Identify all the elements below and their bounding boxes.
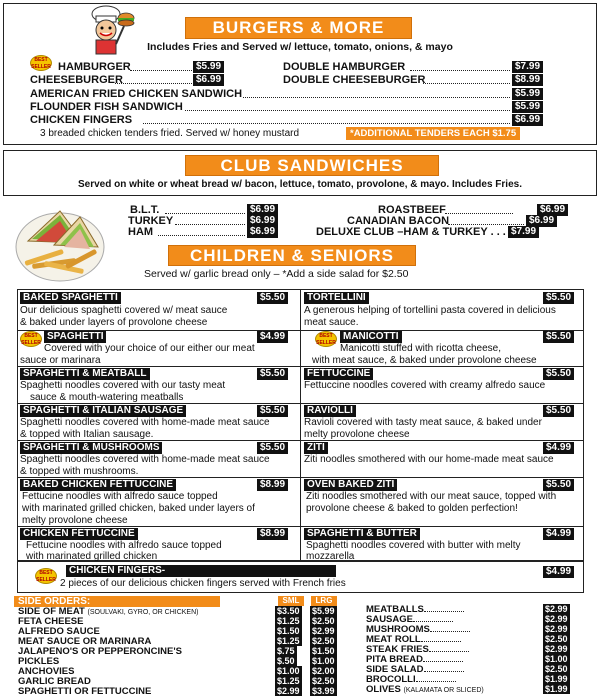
dish-desc: Manicotti stuffed with ricotta cheese, (340, 343, 502, 354)
menu-item-name: ROASTBEEF (378, 204, 446, 216)
row-divider (17, 477, 300, 478)
leader-dots (421, 641, 461, 642)
dish-desc: melty provolone cheese (22, 515, 128, 526)
side-item-name: SIDE OF MEAT (SOULVAKI, GYRO, OR CHICKEN) (18, 606, 199, 617)
dish-price: $4.99 (257, 331, 288, 343)
leader-dots (424, 611, 464, 612)
leader-dots (423, 76, 510, 84)
row-divider (17, 526, 300, 527)
side-item-name: SIDE SALAD (366, 664, 464, 675)
dish-price: $5.50 (543, 292, 574, 304)
best-seller-badge: BEST SELLER (31, 57, 51, 70)
side-orders-title: SIDE ORDERS: (14, 596, 220, 607)
leader-dots (445, 206, 513, 214)
leader-dots (243, 90, 510, 98)
dish-name: RAVIOLLI (304, 405, 356, 417)
club-subtitle: Served on white or wheat bread w/ bacon, lettuce, tomato, provolone, & mayo. Includes Fries. (78, 179, 522, 190)
side-item-name: JALAPENO'S OR PEPPERONCINE'S (18, 646, 182, 657)
dish-desc: Ziti noodles smothered with our meat sauce, topped with (306, 491, 557, 502)
leader-dots (410, 63, 510, 71)
dish-price: $5.50 (257, 442, 288, 454)
menu-item-name: B.L.T. (130, 204, 160, 216)
menu-item-price: $6.99 (537, 204, 568, 216)
menu-item-name: HAM (128, 226, 154, 238)
dish-price: $5.50 (257, 292, 288, 304)
menu-item-price: $6.99 (247, 226, 278, 238)
menu-item-name: CHICKEN FINGERS (30, 114, 133, 126)
dish-desc: Ziti noodles smothered with our home-made meat sauce (304, 454, 554, 465)
dish-name: FETTUCCINE (304, 368, 373, 380)
leader-dots (424, 671, 464, 672)
dish-desc: & topped with mushrooms. (20, 466, 139, 477)
sml-column-header: SML (278, 596, 304, 606)
dish-name: CHICKEN FINGERS- (66, 565, 336, 577)
leader-dots (158, 228, 245, 236)
menu-item-price: $6.99 (247, 215, 278, 227)
burgers-title: BURGERS & MORE (185, 17, 412, 39)
side-item-name: ALFREDO SAUCE (18, 626, 100, 637)
dish-name: OVEN BAKED ZITI (304, 479, 397, 491)
side-item-name: PITA BREAD (366, 654, 463, 665)
menu-item-price: $7.99 (512, 61, 543, 73)
dish-name: MANICOTTI (340, 331, 402, 343)
dish-desc: Fettuccine noodles covered with creamy alfredo sauce (304, 380, 546, 391)
row-divider (300, 477, 584, 478)
row-divider (17, 440, 300, 441)
side-item-price-small: $.75 (277, 646, 295, 656)
dish-name: SPAGHETTI & BUTTER (304, 528, 420, 540)
best-seller-badge: BEST SELLER (21, 333, 41, 346)
leader-dots (143, 116, 510, 124)
dish-price: $5.50 (543, 479, 574, 491)
side-item-price-large: $3.99 (312, 686, 335, 696)
side-item-price-small: $1.50 (277, 626, 300, 636)
menu-item-price: $5.99 (512, 88, 543, 100)
dish-desc: with meat sauce, & baked under provolone cheese (312, 355, 537, 366)
row-divider (300, 526, 584, 527)
side-item-price-large: $2.50 (312, 636, 335, 646)
side-item-name: PICKLES (18, 656, 60, 667)
dish-desc: Spaghetti noodles covered with butter with melty (306, 540, 521, 551)
dish-price: $4.99 (543, 442, 574, 454)
menu-item-price: $6.99 (193, 74, 224, 86)
menu-item-name: AMERICAN FRIED CHICKEN SANDWICH (30, 88, 243, 100)
side-item-price-large: $1.00 (312, 656, 335, 666)
row-divider (300, 366, 584, 367)
lrg-column-header: LRG (311, 596, 337, 606)
side-item-price-small: $2.99 (277, 686, 300, 696)
leader-dots (416, 681, 456, 682)
dish-name: ZITI (304, 442, 328, 454)
menu-item-name: DOUBLE CHEESEBURGER (283, 74, 426, 86)
side-item-price-small: $1.25 (277, 616, 300, 626)
dish-desc: with marinated grilled chicken, baked under layers of (22, 503, 255, 514)
side-item-price: $2.50 (545, 634, 568, 644)
dish-desc: & topped with Italian sausage. (20, 429, 154, 440)
dish-desc: sauce or marinara (20, 355, 101, 366)
dish-name: SPAGHETTI & MEATBALL (20, 368, 150, 380)
side-item-price-small: $1.25 (277, 676, 300, 686)
side-item-price-large: $2.50 (312, 676, 335, 686)
leader-dots (130, 63, 192, 71)
menu-item-price: $6.99 (526, 215, 557, 227)
dish-desc: meat sauce. (304, 317, 359, 328)
side-item-price: $2.99 (545, 614, 568, 624)
menu-item-name: DELUXE CLUB –HAM & TURKEY . . . (316, 226, 506, 238)
side-item-price-large: $5.99 (312, 606, 335, 616)
dish-price: $4.99 (543, 528, 574, 540)
side-item-price-small: $.50 (277, 656, 295, 666)
dish-desc: 2 pieces of our delicious chicken fingers served with French fries (60, 578, 346, 589)
side-item-price-large: $2.50 (312, 616, 335, 626)
dish-price: $4.99 (543, 566, 574, 578)
side-item-price: $2.99 (545, 644, 568, 654)
club-sandwich-image (14, 197, 106, 283)
dish-price: $5.50 (543, 331, 574, 343)
menu-item-price: $8.99 (512, 74, 543, 86)
menu-item-price: $5.99 (193, 61, 224, 73)
row-divider (300, 403, 584, 404)
menu-item-name: DOUBLE HAMBURGER (283, 61, 406, 73)
side-item-name: MEAT ROLL (366, 634, 461, 645)
dish-price: $5.50 (257, 405, 288, 417)
side-item-name: GARLIC BREAD (18, 676, 91, 687)
leader-dots (175, 217, 245, 225)
side-item-name: MUSHROOMS (366, 624, 470, 635)
dish-name: SPAGHETTI & MUSHROOMS (20, 442, 162, 454)
dish-desc: sauce & mouth-watering meatballs (30, 392, 184, 403)
leader-dots (448, 217, 524, 225)
side-item-name: SPAGHETTI OR FETTUCCINE (18, 686, 152, 697)
dish-name: BAKED CHICKEN FETTUCCINE (20, 479, 176, 491)
dish-name: BAKED SPAGHETTI (20, 292, 121, 304)
leader-dots (423, 661, 463, 662)
side-item-name: OLIVES (KALAMATA OR SLICED) (366, 684, 484, 695)
dish-desc: Fettucine noodles with alfredo sauce topped (22, 491, 218, 502)
dish-desc: melty provolone cheese (304, 429, 410, 440)
side-item-price-large: $2.00 (312, 666, 335, 676)
dish-desc: mozzarella (306, 551, 355, 562)
dish-name: SPAGHETTI (44, 331, 106, 343)
leader-dots (429, 651, 469, 652)
leader-dots (165, 206, 245, 214)
menu-item-price: $5.99 (512, 101, 543, 113)
dish-desc: Our delicious spaghetti covered w/ meat sauce (20, 305, 228, 316)
children-title: CHILDREN & SENIORS (168, 245, 416, 266)
dish-price: $5.50 (257, 368, 288, 380)
row-divider (17, 403, 300, 404)
menu-item-name: CHEESEBURGER (30, 74, 123, 86)
row-divider (300, 440, 584, 441)
menu-item-name: TURKEY (128, 215, 174, 227)
club-title: CLUB SANDWICHES (185, 155, 439, 176)
side-item-name: SAUSAGE (366, 614, 453, 625)
side-item-price: $2.99 (545, 604, 568, 614)
menu-item-price: $6.99 (247, 204, 278, 216)
side-item-price: $1.99 (545, 674, 568, 684)
side-item-name: FETA CHEESE (18, 616, 84, 627)
dish-desc: Spaghetti noodles covered with our tasty meat (20, 380, 226, 391)
burgers-subtitle: Includes Fries and Served w/ lettuce, tomato, onions, & mayo (147, 41, 453, 53)
side-item-name: ANCHOVIES (18, 666, 75, 677)
side-item-price-large: $1.50 (312, 646, 335, 656)
dish-name: TORTELLINI (304, 292, 369, 304)
side-item-price: $2.50 (545, 664, 568, 674)
dish-price: $8.99 (257, 528, 288, 540)
best-seller-badge: BEST SELLER (36, 570, 56, 583)
dish-desc: & baked under layers of provolone cheese (20, 317, 208, 328)
chicken-fingers-description: 3 breaded chicken tenders fried. Served w/ honey mustard (40, 128, 300, 139)
leader-dots (185, 103, 510, 111)
menu-item-name: HAMBURGER (58, 61, 131, 73)
side-item-price-large: $2.99 (312, 626, 335, 636)
side-item-price: $2.99 (545, 624, 568, 634)
dish-desc: Spaghetti noodles covered with home-made meat sauce (20, 417, 270, 428)
dish-price: $5.50 (543, 405, 574, 417)
menu-item-price: $7.99 (508, 226, 539, 238)
dish-price: $5.50 (543, 368, 574, 380)
dish-desc: Spaghetti noodles covered with home-made meat sauce (20, 454, 270, 465)
dish-name: CHICKEN FETTUCCINE (20, 528, 138, 540)
row-divider (17, 366, 300, 367)
dish-desc: with marinated grilled chicken (26, 551, 158, 562)
dish-desc: Fettucine noodles with alfredo sauce topped (26, 540, 222, 551)
dish-desc: provolone cheese & baked to golden perfection! (306, 503, 518, 514)
dish-desc: Ravioli covered with tasty meat sauce, & baked under (304, 417, 542, 428)
side-item-name: STEAK FRIES (366, 644, 469, 655)
dish-desc: A generous helping of tortellini pasta covered in delicious (304, 305, 556, 316)
side-item-price: $1.00 (545, 654, 568, 664)
leader-dots (115, 76, 192, 84)
additional-tenders-note: *ADDITIONAL TENDERS EACH $1.75 (346, 127, 520, 140)
menu-item-price: $6.99 (512, 114, 543, 126)
leader-dots (413, 621, 453, 622)
side-item-name: MEATBALLS (366, 604, 464, 615)
side-item-price-small: $1.25 (277, 636, 300, 646)
side-item-name: MEAT SAUCE OR MARINARA (18, 636, 152, 647)
menu-item-name: FLOUNDER FISH SANDWICH (30, 101, 183, 113)
side-item-name: BROCOLLI (366, 674, 456, 685)
children-subtitle: Served w/ garlic bread only – *Add a side salad for $2.50 (144, 268, 409, 280)
dish-price: $8.99 (257, 479, 288, 491)
menu-item-name: CANADIAN BACON (347, 215, 450, 227)
side-item-price-small: $3.50 (277, 606, 300, 616)
best-seller-badge: BEST SELLER (316, 333, 336, 346)
side-item-price: $1.99 (545, 684, 568, 694)
side-item-price-small: $1.00 (277, 666, 300, 676)
dish-desc: Covered with your choice of our either our meat (44, 343, 255, 354)
dish-name: SPAGHETTI & ITALIAN SAUSAGE (20, 405, 186, 417)
leader-dots (430, 631, 470, 632)
